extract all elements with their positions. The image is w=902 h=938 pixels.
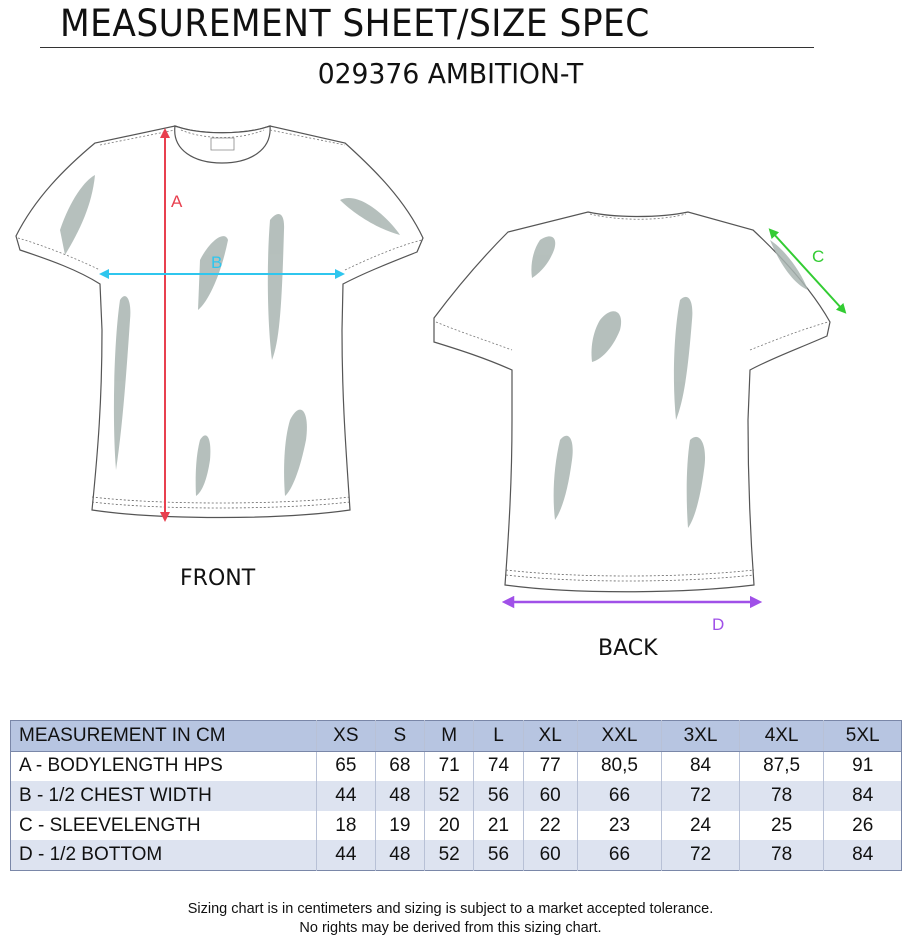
size-header: XS: [317, 721, 376, 752]
size-header: 4XL: [739, 721, 824, 752]
footnote-line-2: No rights may be derived from this sizing chart.: [299, 920, 602, 936]
table-cell: 22: [523, 811, 577, 841]
marker-a-label: A: [171, 192, 183, 211]
table-cell: 60: [523, 781, 577, 811]
row-label: D - 1/2 BOTTOM: [11, 840, 317, 870]
row-label: A - BODYLENGTH HPS: [11, 751, 317, 781]
table-cell: 21: [474, 811, 523, 841]
table-cell: 26: [824, 811, 902, 841]
size-header: XL: [523, 721, 577, 752]
size-header: L: [474, 721, 523, 752]
table-cell: 65: [317, 751, 376, 781]
table-row: [11, 751, 902, 781]
table-row: [11, 781, 902, 811]
table-cell: 66: [577, 781, 662, 811]
table-cell: 72: [662, 781, 740, 811]
table-cell: 44: [317, 781, 376, 811]
marker-d-label: D: [712, 615, 725, 634]
size-header: 5XL: [824, 721, 902, 752]
table-cell: 48: [375, 840, 424, 870]
size-header: 3XL: [662, 721, 740, 752]
table-header-row: [11, 721, 902, 752]
table-cell: 71: [425, 751, 474, 781]
table-cell: 52: [425, 840, 474, 870]
back-caption: BACK: [598, 636, 658, 661]
table-cell: 78: [739, 840, 824, 870]
table-cell: 68: [375, 751, 424, 781]
table-cell: 66: [577, 840, 662, 870]
footnote: [0, 900, 901, 938]
row-label: C - SLEEVELENGTH: [11, 811, 317, 841]
table-cell: 84: [824, 840, 902, 870]
table-cell: 20: [425, 811, 474, 841]
table-cell: 23: [577, 811, 662, 841]
table-cell: 77: [523, 751, 577, 781]
table-cell: 74: [474, 751, 523, 781]
table-cell: 72: [662, 840, 740, 870]
footnote-line-1: Sizing chart is in centimeters and sizing is subject to a market accepted tolerance.: [187, 901, 714, 917]
table-cell: 84: [824, 781, 902, 811]
table-cell: 48: [375, 781, 424, 811]
table-cell: 25: [739, 811, 824, 841]
table-row: [11, 840, 902, 870]
product-subtitle: 029376 AMBITION-T: [317, 57, 584, 90]
table-cell: 19: [375, 811, 424, 841]
table-cell: 18: [317, 811, 376, 841]
table-cell: 44: [317, 840, 376, 870]
table-cell: 84: [662, 751, 740, 781]
size-header: M: [425, 721, 474, 752]
row-label: B - 1/2 CHEST WIDTH: [11, 781, 317, 811]
page-title: MEASUREMENT SHEET/SIZE SPEC: [60, 2, 650, 45]
table-cell: 91: [824, 751, 902, 781]
table-cell: 52: [425, 781, 474, 811]
table-cell: 56: [474, 840, 523, 870]
size-spec-table: [10, 720, 902, 871]
table-cell: 78: [739, 781, 824, 811]
table-cell: 80,5: [577, 751, 662, 781]
table-cell: 56: [474, 781, 523, 811]
size-header: XXL: [577, 721, 662, 752]
marker-b-label: B: [211, 253, 223, 272]
front-caption: FRONT: [180, 566, 256, 591]
table-row: [11, 811, 902, 841]
back-tshirt: [434, 212, 843, 602]
size-header: S: [375, 721, 424, 752]
table-cell: 24: [662, 811, 740, 841]
marker-c-label: C: [812, 247, 825, 266]
title-divider: [40, 47, 814, 48]
table-cell: 87,5: [739, 751, 824, 781]
header-label: MEASUREMENT IN CM: [11, 721, 317, 752]
table-cell: 60: [523, 840, 577, 870]
front-tshirt: [16, 126, 423, 518]
